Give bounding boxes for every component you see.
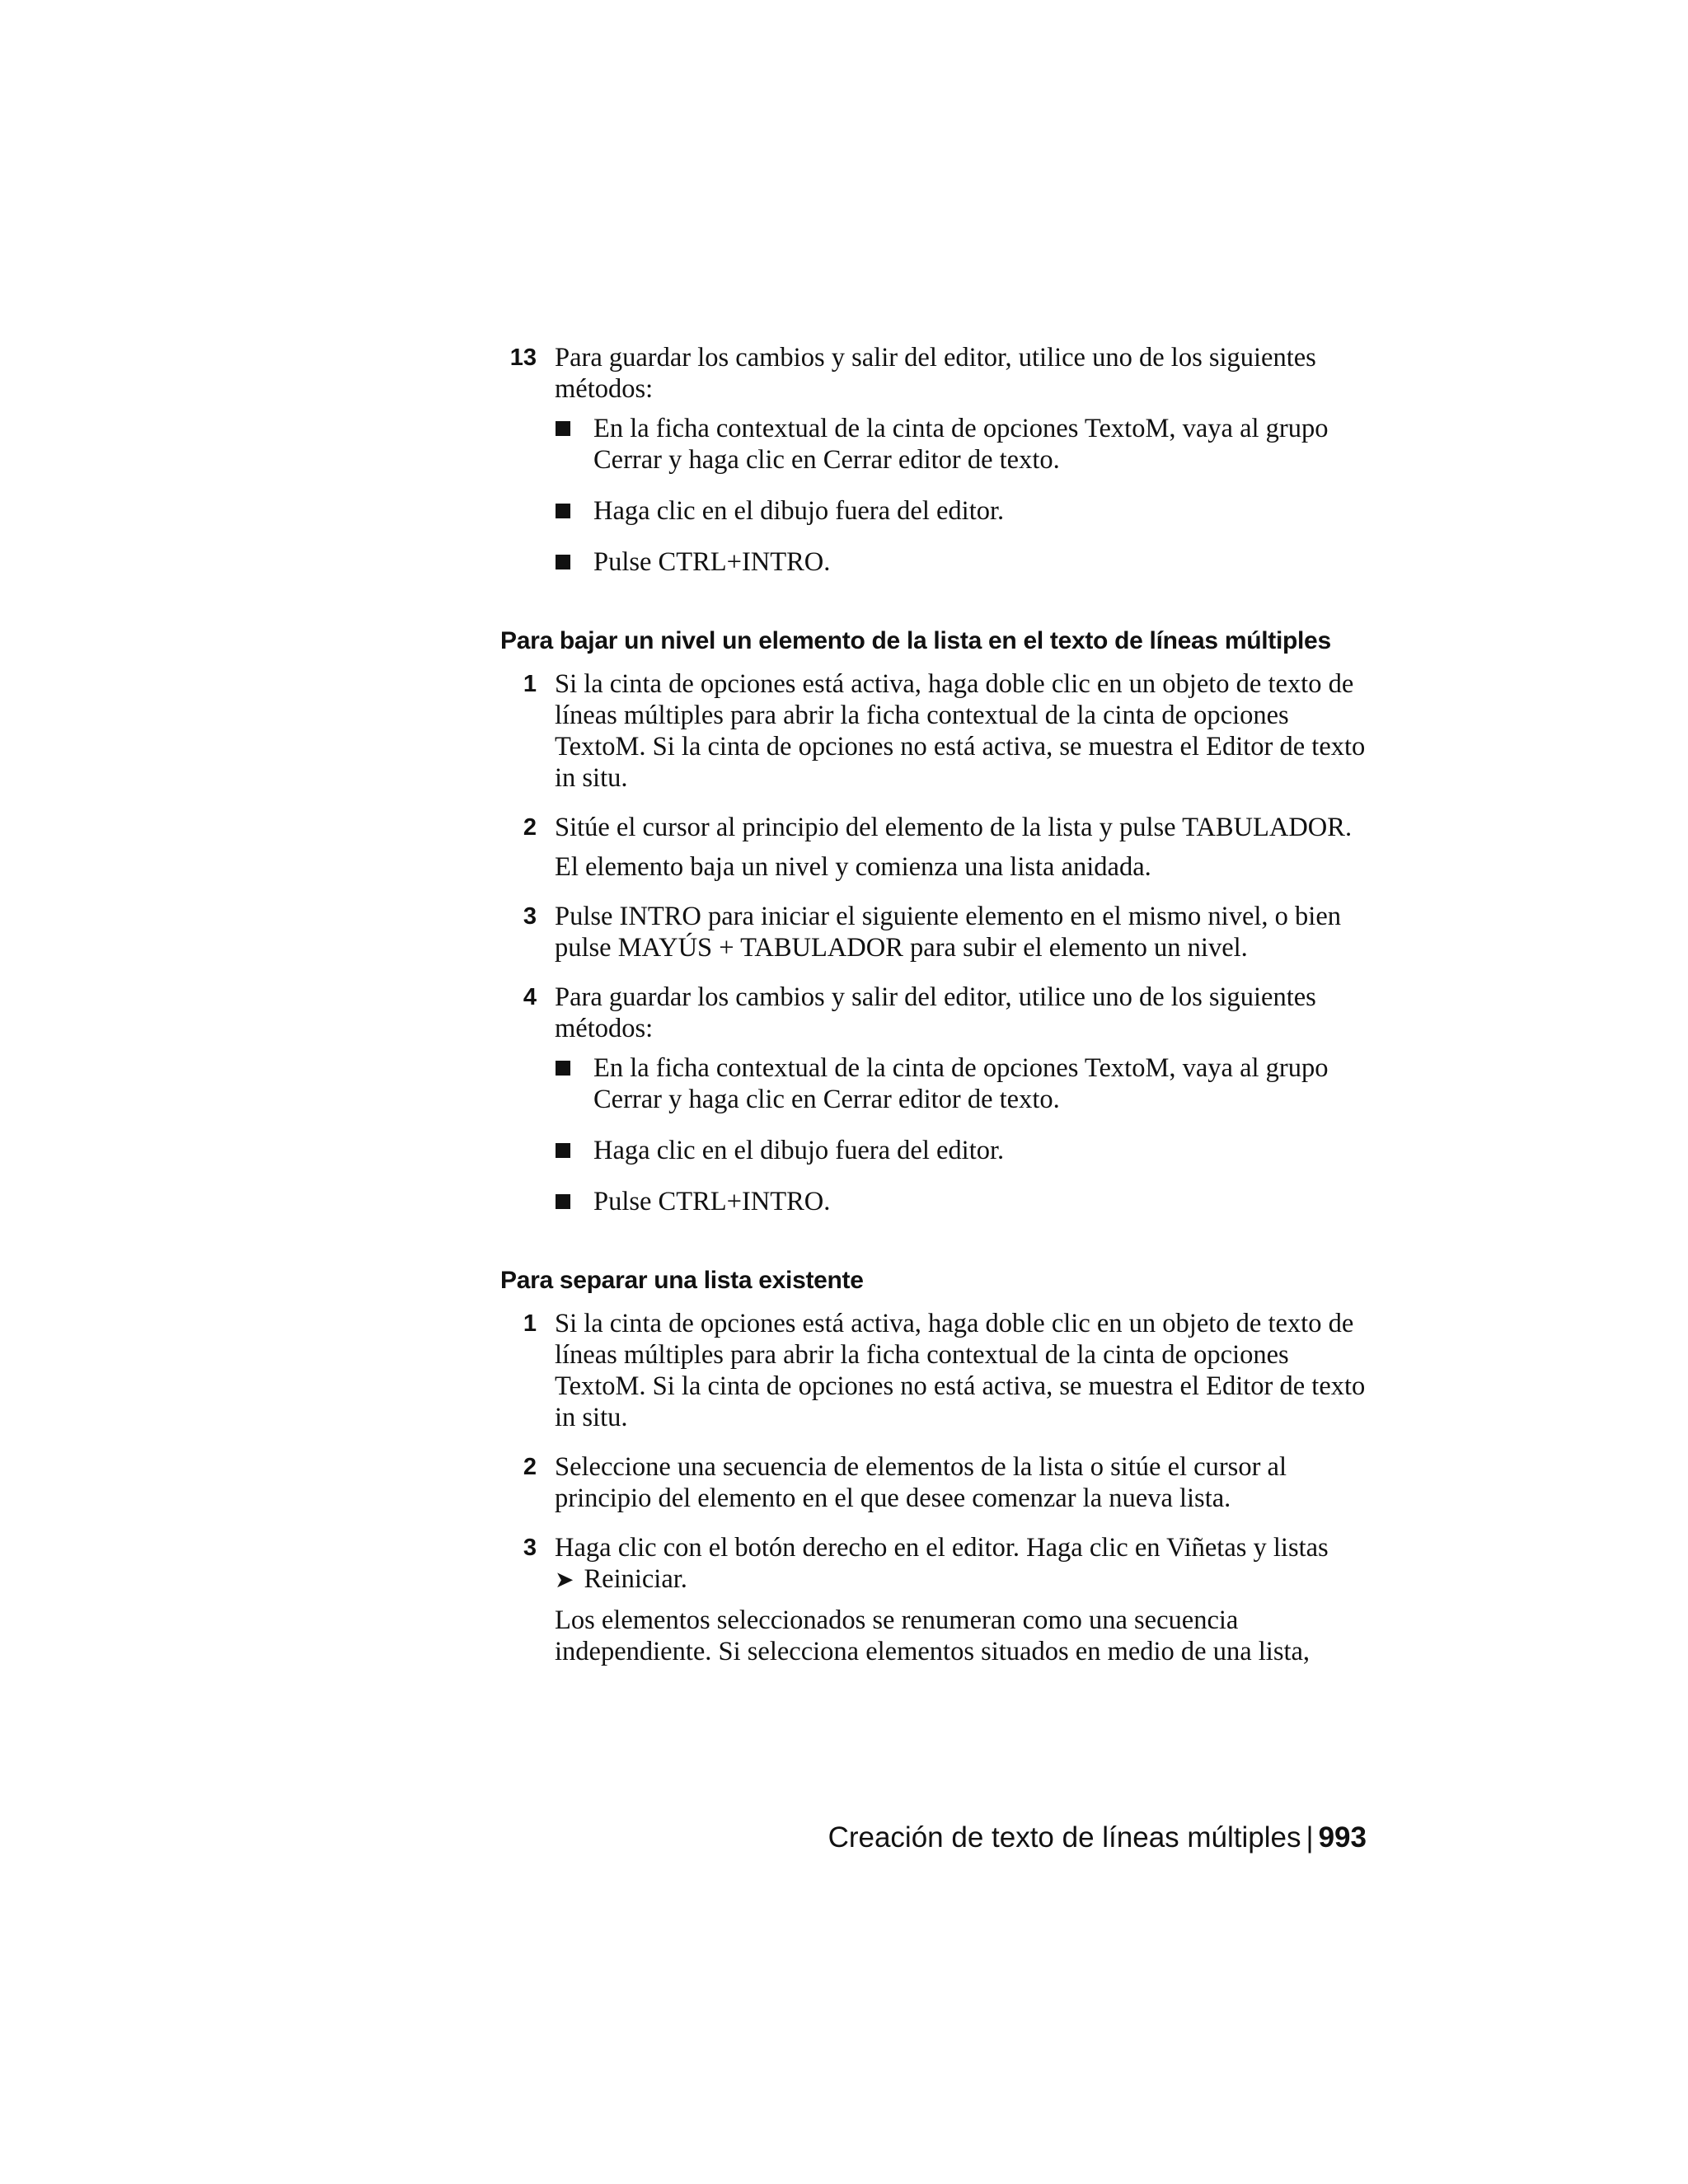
step-text: Sitúe el cursor al principio del elemento de la lista y pulse TABULADOR. <box>555 813 1353 842</box>
step-number: 1 <box>523 1310 537 1337</box>
step-number: 4 <box>523 984 537 1010</box>
step-continuation: Los elementos seleccionados se renumeran como una secuencia independiente. Si selecciona elementos situados en medio de una lista, <box>555 1605 1311 1666</box>
square-bullet-icon <box>556 504 570 518</box>
square-bullet-icon <box>556 555 570 569</box>
bullet-item <box>555 1135 1374 1166</box>
step-text: Si la cinta de opciones está activa, haga doble clic en un objeto de texto de líneas múltiples para abrir la ficha contextual de la cinta de opciones TextoM. Si la cinta de opciones no está activa, se muestra el Editor de texto in situ. <box>555 1309 1366 1432</box>
step-number: 2 <box>523 814 537 841</box>
step-continuation: El elemento baja un nivel y comienza una lista anidada. <box>555 852 1151 882</box>
bullet-text: Haga clic en el dibujo fuera del editor. <box>593 1136 1005 1165</box>
square-bullet-icon <box>556 421 570 436</box>
step-number: 2 <box>523 1454 537 1480</box>
step-2 <box>500 812 1374 883</box>
bullet-text: Pulse CTRL+INTRO. <box>593 1187 831 1216</box>
page-number: 993 <box>1318 1821 1367 1854</box>
section-heading-demote: Para bajar un nivel un elemento de la lista en el texto de líneas múltiples <box>500 627 1331 654</box>
step-13 <box>500 342 1374 578</box>
bullet-item <box>555 1052 1374 1115</box>
step-2 <box>500 1451 1374 1514</box>
bullet-item <box>555 413 1374 476</box>
step-text: Seleccione una secuencia de elementos de la lista o sitúe el cursor al principio del elemento en el que desee comenzar la nueva lista. <box>555 1452 1287 1513</box>
step-text: Pulse INTRO para iniciar el siguiente elemento en el mismo nivel, o bien pulse MAYÚS + TABULADOR para subir el elemento un nivel. <box>555 902 1341 963</box>
step-text-main: Haga clic con el botón derecho en el editor. Haga clic en Viñetas y listas <box>555 1533 1329 1563</box>
step-number: 3 <box>523 903 537 930</box>
section-heading-split: Para separar una lista existente <box>500 1267 864 1294</box>
square-bullet-icon <box>556 1061 570 1076</box>
bullet-item <box>555 1186 1374 1217</box>
step-1 <box>500 1308 1374 1433</box>
bullet-list <box>555 413 1374 578</box>
bullet-text: En la ficha contextual de la cinta de opciones TextoM, vaya al grupo Cerrar y haga clic en Cerrar editor de texto. <box>593 1053 1329 1114</box>
page-footer <box>828 1820 1367 1856</box>
square-bullet-icon <box>556 1194 570 1209</box>
bullet-item <box>555 495 1374 527</box>
bullet-item <box>555 546 1374 578</box>
bullet-text: En la ficha contextual de la cinta de opciones TextoM, vaya al grupo Cerrar y haga clic en Cerrar editor de texto. <box>593 414 1329 475</box>
bullet-text: Haga clic en el dibujo fuera del editor. <box>593 496 1005 526</box>
menu-arrow-icon: ➤ <box>555 1568 574 1593</box>
document-body <box>500 342 1374 1685</box>
step-text: Para guardar los cambios y salir del editor, utilice uno de los siguientes métodos: <box>555 343 1316 404</box>
step-1 <box>500 668 1374 794</box>
step-3 <box>500 901 1374 963</box>
step-text <box>555 1532 1374 1596</box>
step-text: Para guardar los cambios y salir del editor, utilice uno de los siguientes métodos: <box>555 982 1316 1043</box>
step-number: 13 <box>509 344 537 371</box>
footer-separator: | <box>1306 1821 1314 1854</box>
step-3 <box>500 1532 1374 1667</box>
bullet-text: Pulse CTRL+INTRO. <box>593 547 831 577</box>
footer-title: Creación de texto de líneas múltiples <box>828 1821 1301 1854</box>
step-text: Si la cinta de opciones está activa, haga doble clic en un objeto de texto de líneas múltiples para abrir la ficha contextual de la cinta de opciones TextoM. Si la cinta de opciones no está activa, se muestra el Editor de texto in situ. <box>555 669 1366 793</box>
step-number: 1 <box>523 671 537 697</box>
step-number: 3 <box>523 1535 537 1561</box>
step-4 <box>500 982 1374 1217</box>
square-bullet-icon <box>556 1143 570 1158</box>
menu-item-text: Reiniciar. <box>584 1564 687 1594</box>
bullet-list <box>555 1052 1374 1217</box>
